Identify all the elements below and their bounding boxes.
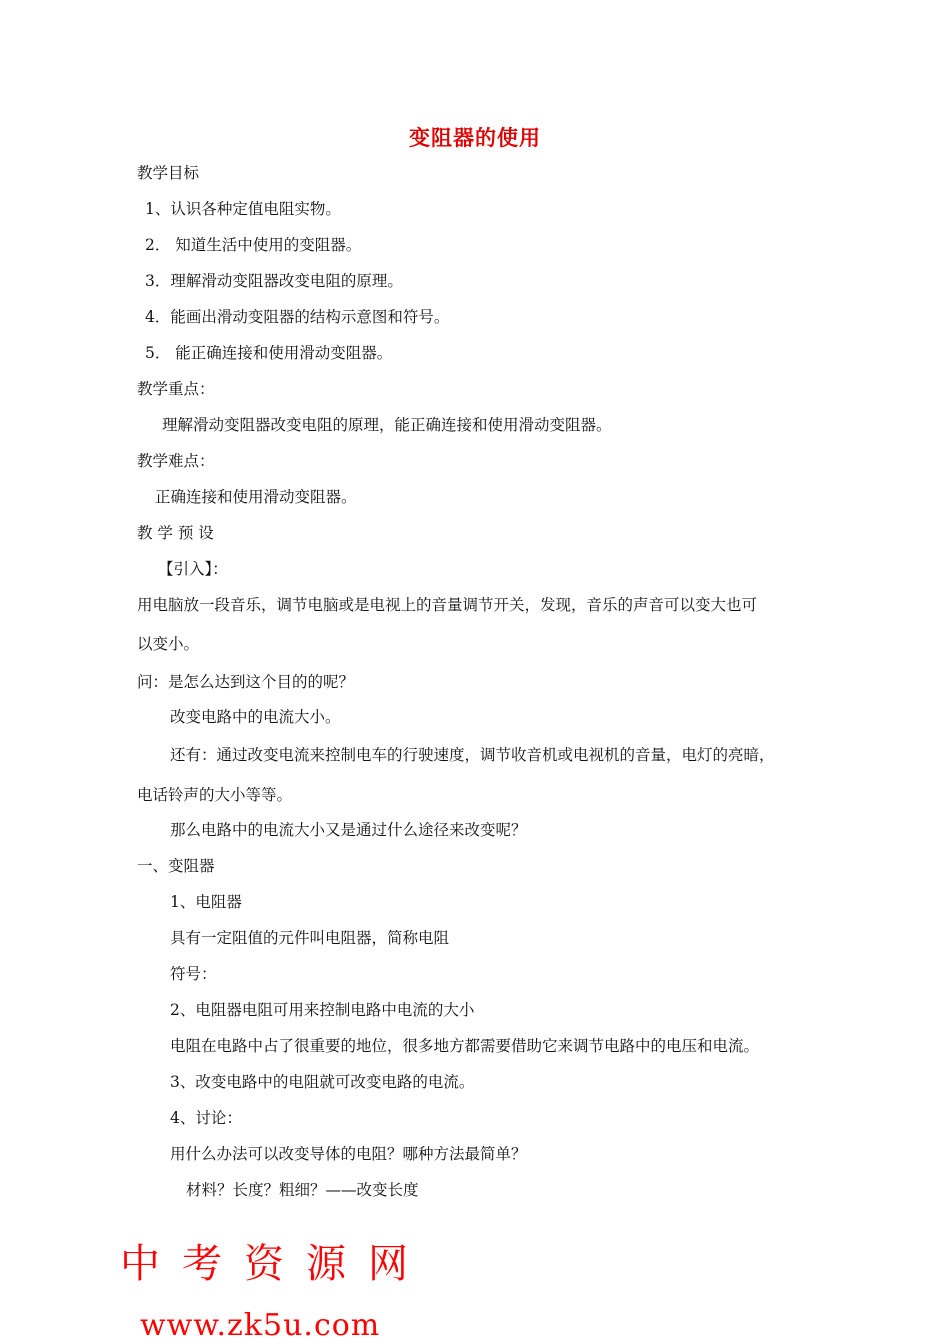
watermark-name: 中考资源网 <box>120 1241 430 1287</box>
objective-item: 3．理解滑动变阻器改变电阻的原理。 <box>145 272 403 290</box>
watermark-url[interactable]: www.zk5u.com <box>140 1308 381 1343</box>
difficulties-text: 正确连接和使用滑动变阻器。 <box>155 488 357 506</box>
objectives-heading: 教学目标 <box>137 164 200 182</box>
objective-item: 2． 知道生活中使用的变阻器。 <box>145 236 362 254</box>
section-heading: 一、变阻器 <box>137 857 215 875</box>
subsection-heading: 4、讨论： <box>170 1109 242 1127</box>
subsection-heading: 3、改变电路中的电阻就可改变电路的电流。 <box>170 1073 475 1091</box>
key-points-heading: 教学重点： <box>137 380 215 398</box>
subsection-heading: 1、电阻器 <box>170 893 242 911</box>
preset-heading: 教 学 预 设 <box>137 524 214 542</box>
symbol-label: 符号： <box>170 965 217 983</box>
intro-paragraph-line: 以变小。 <box>137 635 200 653</box>
question-text: 问：是怎么达到这个目的的呢？ <box>137 673 355 691</box>
objective-item: 4．能画出滑动变阻器的结构示意图和符号。 <box>145 308 450 326</box>
also-paragraph-line: 电话铃声的大小等等。 <box>137 786 293 804</box>
intro-paragraph-line: 用电脑放一段音乐，调节电脑或是电视上的音量调节开关，发现，音乐的声音可以变大也可 <box>137 596 758 614</box>
definition-text: 具有一定阻值的元件叫电阻器，简称电阻 <box>170 929 450 947</box>
objective-item: 5． 能正确连接和使用滑动变阻器。 <box>145 344 393 362</box>
discussion-answer: 材料？长度？粗细？——改变长度 <box>186 1181 419 1199</box>
followup-question: 那么电路中的电流大小又是通过什么途径来改变呢？ <box>170 821 527 839</box>
answer-text: 改变电路中的电流大小。 <box>170 708 341 726</box>
discussion-question: 用什么办法可以改变导体的电阻？哪种方法最简单？ <box>170 1145 527 1163</box>
subsection-heading: 2、电阻器电阻可用来控制电路中电流的大小 <box>170 1001 475 1019</box>
intro-label: 【引入】： <box>158 560 228 578</box>
body-text: 电阻在电路中占了很重要的地位，很多地方都需要借助它来调节电路中的电压和电流。 <box>170 1037 760 1055</box>
also-paragraph-line: 还有：通过改变电流来控制电车的行驶速度，调节收音机或电视机的音量，电灯的亮暗， <box>170 746 775 764</box>
objective-item: 1、认识各种定值电阻实物。 <box>145 200 341 218</box>
key-points-text: 理解滑动变阻器改变电阻的原理，能正确连接和使用滑动变阻器。 <box>162 416 612 434</box>
difficulties-heading: 教学难点： <box>137 452 215 470</box>
page-title: 变阻器的使用 <box>409 126 541 150</box>
